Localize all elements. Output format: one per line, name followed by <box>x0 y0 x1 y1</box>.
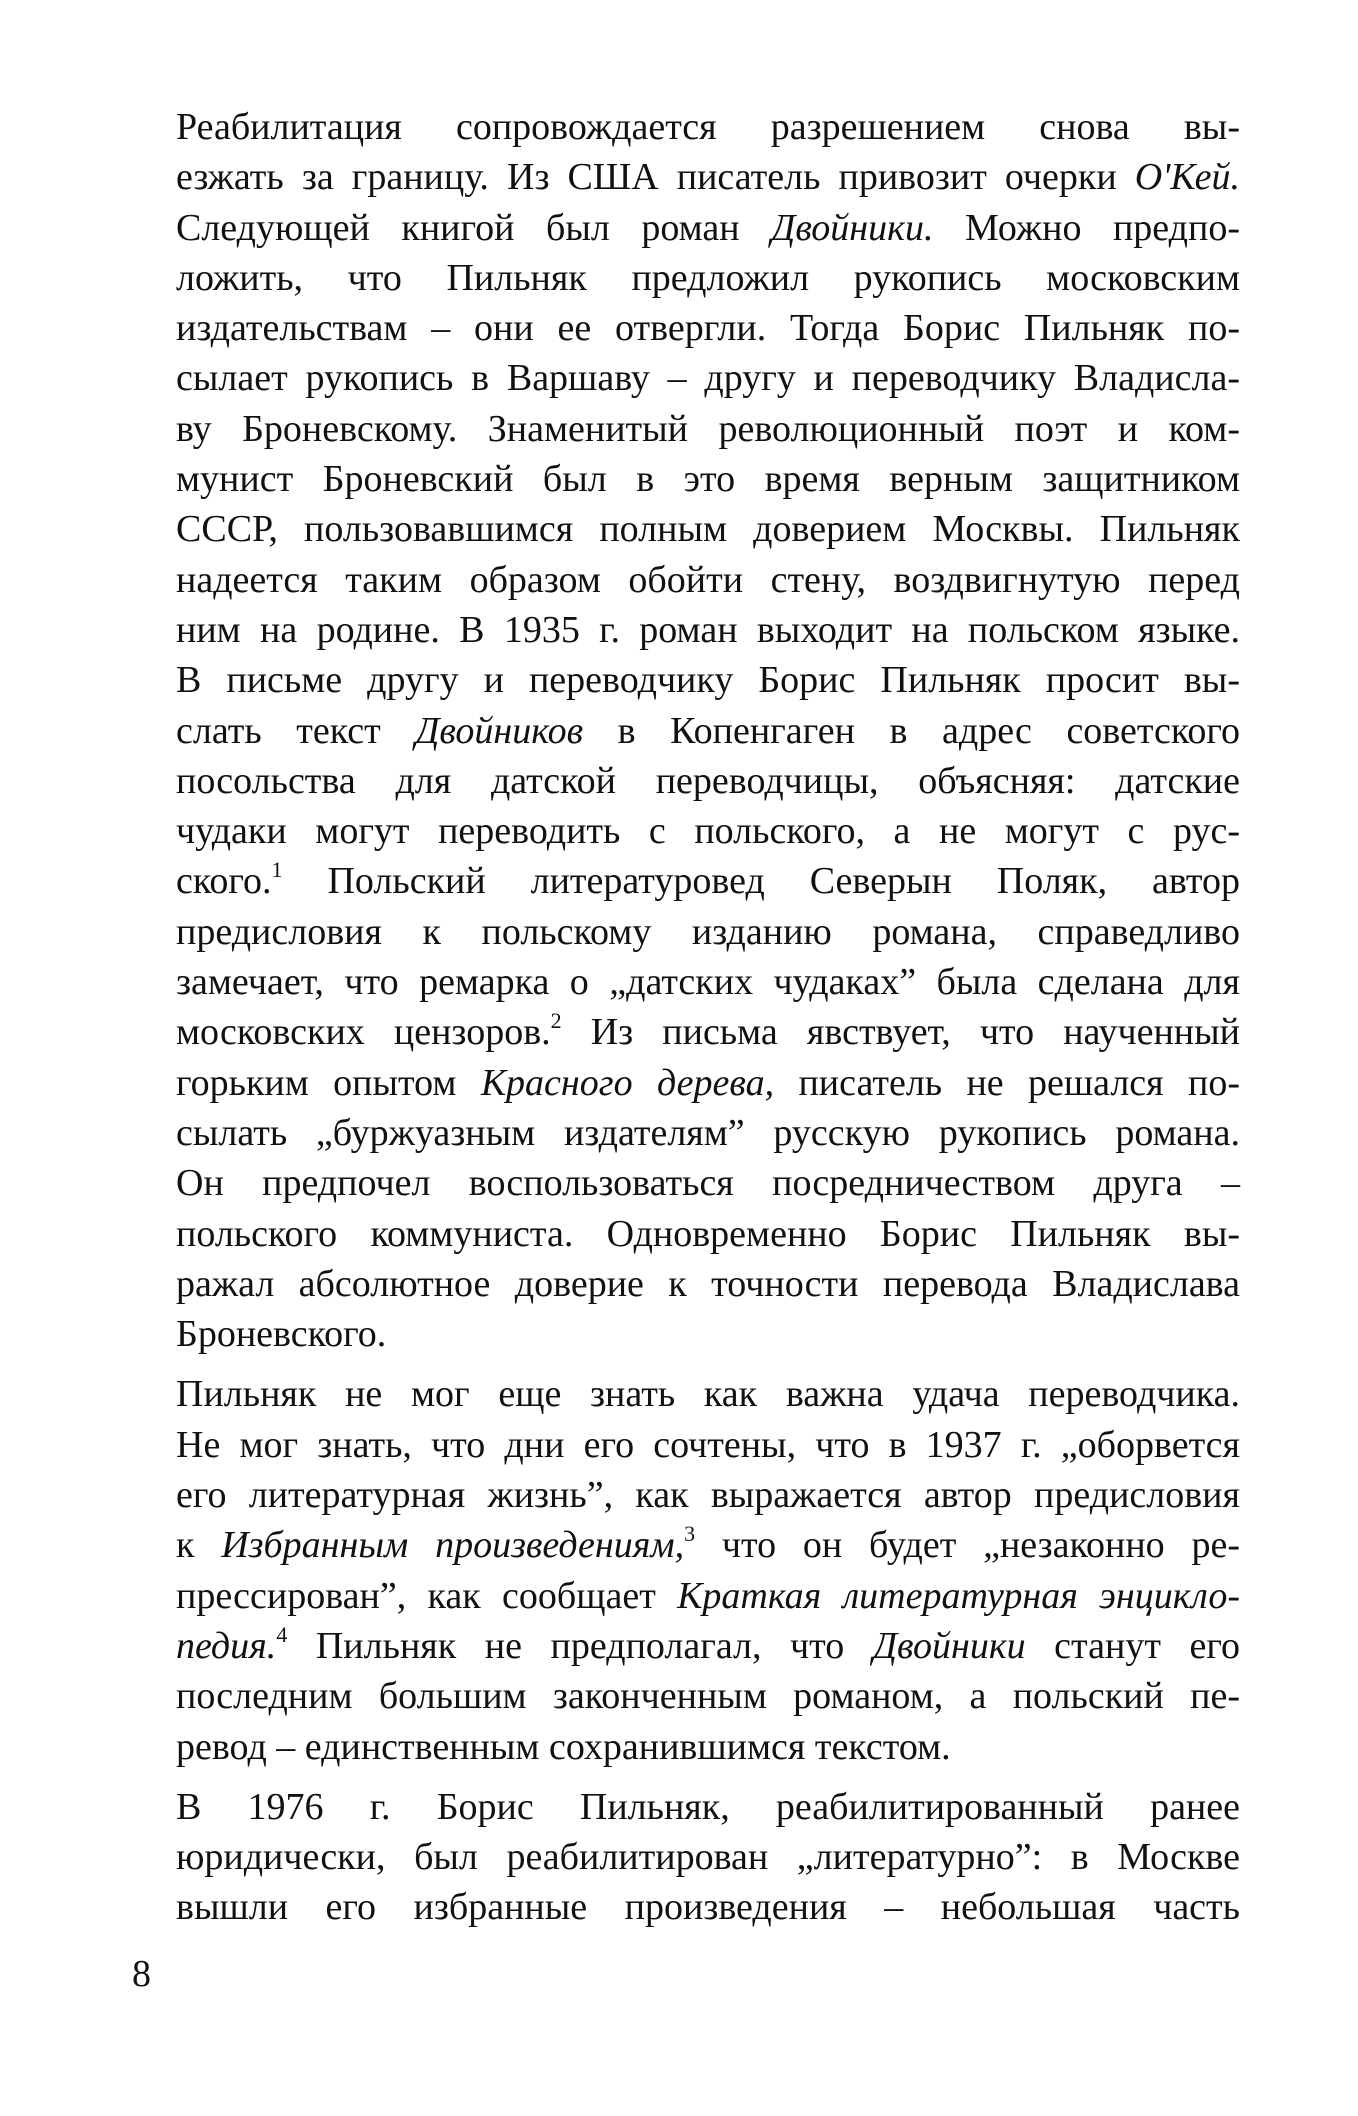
text-line <box>132 152 1240 202</box>
text-run: Пильняк не предполагал, что <box>287 1624 873 1667</box>
italic-title: Двойники <box>872 1624 1026 1667</box>
text-run: В письме другу и переводчику Борис Пильняк просит вы- <box>176 659 1240 702</box>
text-line <box>132 806 1240 856</box>
text-run: издательствам – они ее отвергли. Тогда Борис Пильняк по- <box>176 307 1240 350</box>
text-line <box>132 203 1240 253</box>
text-run: ского. <box>176 860 272 903</box>
text-line <box>132 655 1240 705</box>
text-run: Из письма явствует, что наученный <box>561 1011 1240 1054</box>
text-line <box>132 353 1240 403</box>
text-line <box>132 706 1240 756</box>
text-run: горьким опытом <box>176 1061 481 1104</box>
text-line <box>132 1671 1240 1721</box>
text-run: ложить, что Пильняк предложил рукопись московским <box>176 256 1240 299</box>
text-line <box>132 253 1240 303</box>
text-run: Польский литературовед Северын Поляк, автор <box>282 860 1240 903</box>
page-number: 8 <box>132 1953 151 1995</box>
text-run: к <box>176 1524 222 1567</box>
text-line <box>132 1621 1240 1671</box>
text-run: езжать за границу. Из США писатель привозит очерки <box>176 156 1135 199</box>
text-run: его литературная жизнь”, как выражается автор предисловия <box>176 1474 1240 1517</box>
text-line <box>132 1470 1240 1520</box>
text-line <box>132 756 1240 806</box>
text-line <box>132 1158 1240 1208</box>
italic-title: педия. <box>176 1624 277 1667</box>
text-run: писатель не решался по- <box>774 1061 1240 1104</box>
text-line <box>132 1520 1240 1570</box>
text-line <box>132 1369 1240 1419</box>
text-run: предисловия к польскому изданию романа, справедливо <box>176 910 1240 953</box>
text-run: ву Броневскому. Знаменитый революционный поэт и ком- <box>176 407 1240 450</box>
text-line <box>132 1832 1240 1882</box>
text-run: ражал абсолютное доверие к точности перевода Владислава <box>176 1262 1240 1305</box>
footnote-marker: 2 <box>550 1008 562 1034</box>
text-line <box>132 1571 1240 1621</box>
text-line <box>132 1058 1240 1108</box>
text-run: сылать „буржуазным издателям” русскую рукопись романа. <box>176 1111 1240 1154</box>
text-run: Можно предпо- <box>933 206 1241 249</box>
text-line <box>132 303 1240 353</box>
text-line <box>132 102 1240 152</box>
text-run: московских цензоров. <box>176 1011 551 1054</box>
text-run: надеется таким образом обойти стену, воздвигнутую перед <box>176 558 1240 601</box>
text-run: прессирован”, как сообщает <box>176 1574 678 1617</box>
text-run: сылает рукопись в Варшаву – другу и переводчику Владисла- <box>176 357 1240 400</box>
italic-title: Избранным произведениям, <box>221 1524 685 1567</box>
text-run: Пильняк не мог еще знать как важна удача переводчика. <box>176 1373 1240 1416</box>
paragraph <box>132 1369 1240 1771</box>
text-run: чудаки могут переводить с польского, а не могут с рус- <box>176 810 1240 853</box>
text-line <box>132 1209 1240 1259</box>
text-run: Следующей книгой был роман <box>176 206 772 249</box>
text-run: мунист Броневский был в это время верным защитником <box>176 458 1240 501</box>
text-line <box>132 404 1240 454</box>
text-line <box>132 1259 1240 1309</box>
text-line <box>132 1782 1240 1832</box>
text-run: юридически, был реабилитирован „литературно”: в Москве <box>176 1836 1240 1879</box>
footnote-marker: 4 <box>276 1621 288 1647</box>
text-line <box>132 605 1240 655</box>
paragraph <box>132 102 1240 1359</box>
text-line <box>132 1108 1240 1158</box>
footnote-marker: 3 <box>684 1521 696 1547</box>
italic-title: Краткая литературная энцикло- <box>677 1574 1240 1617</box>
italic-title: Двойники. <box>771 206 934 249</box>
text-run: в Копенгаген в адрес советского <box>583 709 1240 752</box>
text-line <box>132 907 1240 957</box>
text-line <box>132 1722 1240 1772</box>
page-body <box>132 102 1240 1943</box>
text-line <box>132 1420 1240 1470</box>
text-run: ним на родине. В 1935 г. роман выходит на польском языке. <box>176 608 1240 651</box>
text-line <box>132 454 1240 504</box>
text-line <box>132 856 1240 906</box>
text-run: последним большим законченным романом, а польский пе- <box>176 1675 1240 1718</box>
text-line <box>132 555 1240 605</box>
italic-title: Двойников <box>415 709 584 752</box>
text-run: В 1976 г. Борис Пильняк, реабилитированный ранее <box>176 1785 1240 1828</box>
text-run: станут его <box>1025 1624 1240 1667</box>
text-line <box>132 1882 1240 1932</box>
text-line <box>132 1309 1240 1359</box>
text-run: ревод – единственным сохранившимся текстом. <box>176 1725 951 1768</box>
text-line <box>132 1007 1240 1057</box>
text-run: Броневского. <box>176 1313 387 1356</box>
text-run: Не мог знать, что дни его сочтены, что в 1937 г. „оборвется <box>176 1423 1240 1466</box>
text-line <box>132 957 1240 1007</box>
text-run: посольства для датской переводчицы, объясняя: датские <box>176 759 1240 802</box>
paragraph <box>132 1782 1240 1933</box>
text-run: слать текст <box>176 709 416 752</box>
italic-title: Красного дерева, <box>480 1061 775 1104</box>
text-run: польского коммуниста. Одновременно Борис Пильняк вы- <box>176 1212 1240 1255</box>
footnote-marker: 1 <box>271 857 283 883</box>
italic-title: О'Кей. <box>1134 156 1240 199</box>
text-run: СССР, пользовавшимся полным доверием Москвы. Пильняк <box>176 508 1240 551</box>
text-run: Реабилитация сопровождается разрешением снова вы- <box>176 106 1240 148</box>
text-run: замечает, что ремарка о „датских чудаках” была сделана для <box>176 961 1240 1004</box>
text-run: вышли его избранные произведения – небольшая часть <box>176 1886 1240 1929</box>
text-line <box>132 504 1240 554</box>
text-run: Он предпочел воспользоваться посредничеством друга – <box>176 1162 1240 1205</box>
text-run: что он будет „незаконно ре- <box>695 1524 1240 1567</box>
